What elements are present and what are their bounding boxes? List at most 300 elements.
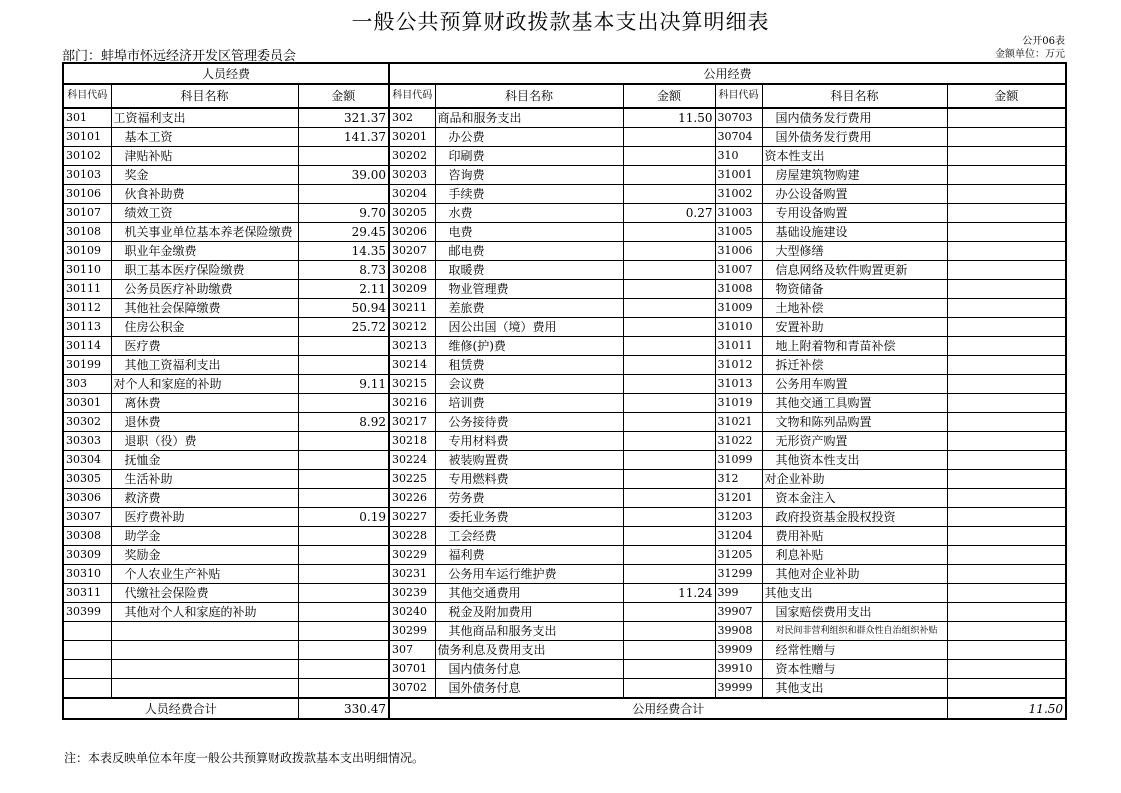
amount bbox=[947, 527, 1066, 546]
subject-name: 会议费 bbox=[435, 375, 623, 394]
section-header-row bbox=[63, 63, 1066, 84]
table-row bbox=[63, 318, 1066, 337]
amount: 50.94 bbox=[298, 299, 389, 318]
subject-code: 30203 bbox=[389, 166, 435, 185]
subject-name: 文物和陈列品购置 bbox=[762, 413, 947, 432]
subject-name: 救济费 bbox=[111, 489, 298, 508]
amount bbox=[947, 128, 1066, 147]
subject-code bbox=[63, 679, 111, 699]
table-row bbox=[63, 660, 1066, 679]
amount bbox=[298, 584, 389, 603]
amount bbox=[298, 470, 389, 489]
amount bbox=[947, 413, 1066, 432]
amount bbox=[947, 603, 1066, 622]
subject-code: 31021 bbox=[715, 413, 762, 432]
subject-code: 30304 bbox=[63, 451, 111, 470]
subject-code: 39999 bbox=[715, 679, 762, 699]
subject-name: 资本金注入 bbox=[762, 489, 947, 508]
personnel-total-amount: 330.47 bbox=[298, 698, 389, 719]
subject-code: 31203 bbox=[715, 508, 762, 527]
subject-name: 公务用车运行维护费 bbox=[435, 565, 623, 584]
amount bbox=[298, 147, 389, 166]
table-row bbox=[63, 432, 1066, 451]
amount bbox=[623, 375, 715, 394]
subject-code: 30704 bbox=[715, 128, 762, 147]
header-amount-3: 金额 bbox=[947, 84, 1066, 108]
subject-name: 债务利息及费用支出 bbox=[435, 641, 623, 660]
subject-name: 职业年金缴费 bbox=[111, 242, 298, 261]
subject-code: 30199 bbox=[63, 356, 111, 375]
subject-name: 信息网络及软件购置更新 bbox=[762, 261, 947, 280]
amount bbox=[947, 318, 1066, 337]
amount bbox=[623, 147, 715, 166]
amount bbox=[947, 451, 1066, 470]
subject-name: 办公设备购置 bbox=[762, 185, 947, 204]
subject-name: 公务用车购置 bbox=[762, 375, 947, 394]
subject-name: 基础设施建设 bbox=[762, 223, 947, 242]
amount bbox=[298, 527, 389, 546]
subject-name: 专用材料费 bbox=[435, 432, 623, 451]
subject-code: 30309 bbox=[63, 546, 111, 565]
subject-code: 31099 bbox=[715, 451, 762, 470]
table-row bbox=[63, 108, 1066, 128]
amount bbox=[623, 394, 715, 413]
subject-code: 31204 bbox=[715, 527, 762, 546]
subject-code: 30306 bbox=[63, 489, 111, 508]
amount bbox=[298, 660, 389, 679]
subject-name: 无形资产购置 bbox=[762, 432, 947, 451]
subject-name: 其他交通费用 bbox=[435, 584, 623, 603]
subject-code: 31006 bbox=[715, 242, 762, 261]
subject-name: 机关事业单位基本养老保险缴费 bbox=[111, 223, 298, 242]
subject-code: 30207 bbox=[389, 242, 435, 261]
subject-name bbox=[111, 679, 298, 699]
amount bbox=[623, 280, 715, 299]
subject-code: 30208 bbox=[389, 261, 435, 280]
subject-code: 31299 bbox=[715, 565, 762, 584]
subject-name: 工会经费 bbox=[435, 527, 623, 546]
subject-code: 31201 bbox=[715, 489, 762, 508]
subject-name: 伙食补助费 bbox=[111, 185, 298, 204]
subject-code: 30111 bbox=[63, 280, 111, 299]
table-row bbox=[63, 527, 1066, 546]
subject-name: 劳务费 bbox=[435, 489, 623, 508]
subject-name: 商品和服务支出 bbox=[435, 108, 623, 128]
amount: 9.70 bbox=[298, 204, 389, 223]
table-row bbox=[63, 489, 1066, 508]
amount bbox=[947, 660, 1066, 679]
subject-name: 国外债务发行费用 bbox=[762, 128, 947, 147]
amount bbox=[623, 527, 715, 546]
subject-code: 30202 bbox=[389, 147, 435, 166]
amount bbox=[298, 565, 389, 584]
subject-code: 31005 bbox=[715, 223, 762, 242]
amount bbox=[623, 565, 715, 584]
amount bbox=[947, 242, 1066, 261]
section-public: 公用经费 bbox=[389, 63, 1066, 84]
subject-code: 31001 bbox=[715, 166, 762, 185]
subject-code: 30106 bbox=[63, 185, 111, 204]
subject-name: 其他资本性支出 bbox=[762, 451, 947, 470]
amount bbox=[947, 470, 1066, 489]
amount-unit: 金额单位：万元 bbox=[995, 49, 1065, 60]
subject-name: 奖励金 bbox=[111, 546, 298, 565]
header-amount-1: 金额 bbox=[298, 84, 389, 108]
subject-code: 30703 bbox=[715, 108, 762, 128]
report-title: 一般公共预算财政拨款基本支出决算明细表 bbox=[351, 10, 770, 34]
amount bbox=[623, 451, 715, 470]
subject-name: 经常性赠与 bbox=[762, 641, 947, 660]
subject-code: 30201 bbox=[389, 128, 435, 147]
subject-name: 退休费 bbox=[111, 413, 298, 432]
subject-code: 30103 bbox=[63, 166, 111, 185]
expenditure-detail-table bbox=[62, 62, 1067, 720]
subject-code: 303 bbox=[63, 375, 111, 394]
header-code-1: 科目代码 bbox=[63, 84, 111, 108]
subject-name: 税金及附加费用 bbox=[435, 603, 623, 622]
amount bbox=[298, 641, 389, 660]
subject-name: 利息补贴 bbox=[762, 546, 947, 565]
subject-name: 地上附着物和青苗补偿 bbox=[762, 337, 947, 356]
subject-code: 30114 bbox=[63, 337, 111, 356]
subject-code: 39908 bbox=[715, 622, 762, 641]
subject-code: 30303 bbox=[63, 432, 111, 451]
subject-code: 30215 bbox=[389, 375, 435, 394]
table-row bbox=[63, 280, 1066, 299]
subject-name: 租赁费 bbox=[435, 356, 623, 375]
table-row bbox=[63, 223, 1066, 242]
table-row bbox=[63, 394, 1066, 413]
amount bbox=[298, 451, 389, 470]
subject-name: 专用燃料费 bbox=[435, 470, 623, 489]
subject-code: 30702 bbox=[389, 679, 435, 699]
subject-name: 对企业补助 bbox=[762, 470, 947, 489]
amount bbox=[947, 489, 1066, 508]
subject-code: 31205 bbox=[715, 546, 762, 565]
subject-name: 基本工资 bbox=[111, 128, 298, 147]
table-row bbox=[63, 584, 1066, 603]
subject-name: 委托业务费 bbox=[435, 508, 623, 527]
subject-code: 30209 bbox=[389, 280, 435, 299]
amount bbox=[623, 337, 715, 356]
subject-name: 医疗费补助 bbox=[111, 508, 298, 527]
subject-code: 30302 bbox=[63, 413, 111, 432]
amount bbox=[623, 660, 715, 679]
subject-name: 对个人和家庭的补助 bbox=[111, 375, 298, 394]
amount bbox=[623, 166, 715, 185]
table-row bbox=[63, 546, 1066, 565]
subject-name: 助学金 bbox=[111, 527, 298, 546]
subject-name: 其他对企业补助 bbox=[762, 565, 947, 584]
amount: 39.00 bbox=[298, 166, 389, 185]
amount bbox=[298, 546, 389, 565]
amount: 8.92 bbox=[298, 413, 389, 432]
table-row bbox=[63, 242, 1066, 261]
subject-name: 代缴社会保险费 bbox=[111, 584, 298, 603]
subject-name: 工资福利支出 bbox=[111, 108, 298, 128]
table-row bbox=[63, 147, 1066, 166]
subject-name: 物资储备 bbox=[762, 280, 947, 299]
amount bbox=[947, 261, 1066, 280]
subject-name: 拆迁补偿 bbox=[762, 356, 947, 375]
subject-name: 资本性支出 bbox=[762, 147, 947, 166]
subject-code bbox=[63, 622, 111, 641]
amount bbox=[623, 603, 715, 622]
subject-code: 39910 bbox=[715, 660, 762, 679]
header-name-2: 科目名称 bbox=[435, 84, 623, 108]
table-row bbox=[63, 261, 1066, 280]
subject-code: 30311 bbox=[63, 584, 111, 603]
totals-row bbox=[63, 698, 1066, 719]
amount bbox=[947, 508, 1066, 527]
subject-name: 手续费 bbox=[435, 185, 623, 204]
amount bbox=[947, 337, 1066, 356]
amount bbox=[947, 204, 1066, 223]
amount bbox=[623, 413, 715, 432]
amount: 11.50 bbox=[623, 108, 715, 128]
department-label: 部门：蚌埠市怀远经济开发区管理委员会 bbox=[62, 49, 297, 64]
subject-name: 福利费 bbox=[435, 546, 623, 565]
subject-name: 安置补助 bbox=[762, 318, 947, 337]
amount bbox=[298, 432, 389, 451]
subject-code: 30240 bbox=[389, 603, 435, 622]
amount bbox=[947, 356, 1066, 375]
amount bbox=[947, 432, 1066, 451]
subject-name: 差旅费 bbox=[435, 299, 623, 318]
subject-code: 30214 bbox=[389, 356, 435, 375]
amount bbox=[947, 223, 1066, 242]
table-row bbox=[63, 128, 1066, 147]
amount: 29.45 bbox=[298, 223, 389, 242]
header-amount-2: 金额 bbox=[623, 84, 715, 108]
subject-name: 职工基本医疗保险缴费 bbox=[111, 261, 298, 280]
header-name-3: 科目名称 bbox=[762, 84, 947, 108]
subject-code: 30211 bbox=[389, 299, 435, 318]
subject-code: 399 bbox=[715, 584, 762, 603]
amount: 8.73 bbox=[298, 261, 389, 280]
amount: 2.11 bbox=[298, 280, 389, 299]
section-personnel: 人员经费 bbox=[63, 63, 389, 84]
table-row bbox=[63, 641, 1066, 660]
public-total-label: 公用经费合计 bbox=[389, 698, 947, 719]
subject-code: 30308 bbox=[63, 527, 111, 546]
amount bbox=[623, 508, 715, 527]
subject-code: 31010 bbox=[715, 318, 762, 337]
subject-name: 国内债务付息 bbox=[435, 660, 623, 679]
subject-name: 国外债务付息 bbox=[435, 679, 623, 699]
amount bbox=[947, 565, 1066, 584]
amount: 141.37 bbox=[298, 128, 389, 147]
amount bbox=[623, 489, 715, 508]
subject-name: 取暖费 bbox=[435, 261, 623, 280]
subject-name: 其他对个人和家庭的补助 bbox=[111, 603, 298, 622]
table-row bbox=[63, 413, 1066, 432]
subject-name: 个人农业生产补贴 bbox=[111, 565, 298, 584]
personnel-total-label: 人员经费合计 bbox=[63, 698, 298, 719]
subject-code: 31002 bbox=[715, 185, 762, 204]
subject-name: 维修(护)费 bbox=[435, 337, 623, 356]
subject-name: 办公费 bbox=[435, 128, 623, 147]
header-name-1: 科目名称 bbox=[111, 84, 298, 108]
amount bbox=[623, 242, 715, 261]
amount bbox=[947, 280, 1066, 299]
amount bbox=[947, 584, 1066, 603]
subject-code: 30701 bbox=[389, 660, 435, 679]
table-row bbox=[63, 451, 1066, 470]
subject-code: 30107 bbox=[63, 204, 111, 223]
subject-code: 30310 bbox=[63, 565, 111, 584]
subject-code: 30218 bbox=[389, 432, 435, 451]
amount bbox=[298, 679, 389, 699]
table-row bbox=[63, 508, 1066, 527]
subject-code: 30299 bbox=[389, 622, 435, 641]
table-row bbox=[63, 337, 1066, 356]
subject-name: 被装购置费 bbox=[435, 451, 623, 470]
subject-name: 电费 bbox=[435, 223, 623, 242]
subject-name: 大型修缮 bbox=[762, 242, 947, 261]
subject-name: 费用补贴 bbox=[762, 527, 947, 546]
subject-name: 国内债务发行费用 bbox=[762, 108, 947, 128]
subject-name: 国家赔偿费用支出 bbox=[762, 603, 947, 622]
amount bbox=[947, 299, 1066, 318]
amount bbox=[623, 679, 715, 699]
subject-name: 其他支出 bbox=[762, 679, 947, 699]
table-row bbox=[63, 185, 1066, 204]
table-row bbox=[63, 204, 1066, 223]
subject-name: 住房公积金 bbox=[111, 318, 298, 337]
amount bbox=[947, 546, 1066, 565]
subject-code: 30307 bbox=[63, 508, 111, 527]
amount bbox=[623, 299, 715, 318]
subject-code: 31003 bbox=[715, 204, 762, 223]
amount bbox=[298, 356, 389, 375]
column-header-row bbox=[63, 84, 1066, 108]
subject-code: 30108 bbox=[63, 223, 111, 242]
subject-name: 专用设备购置 bbox=[762, 204, 947, 223]
subject-name: 津贴补贴 bbox=[111, 147, 298, 166]
subject-code: 31009 bbox=[715, 299, 762, 318]
table-row bbox=[63, 603, 1066, 622]
amount bbox=[623, 261, 715, 280]
subject-code: 30228 bbox=[389, 527, 435, 546]
subject-code: 30206 bbox=[389, 223, 435, 242]
amount bbox=[298, 622, 389, 641]
subject-code bbox=[63, 660, 111, 679]
subject-code: 307 bbox=[389, 641, 435, 660]
subject-name: 奖金 bbox=[111, 166, 298, 185]
table-row bbox=[63, 565, 1066, 584]
subject-code: 30112 bbox=[63, 299, 111, 318]
subject-name bbox=[111, 641, 298, 660]
header-code-3: 科目代码 bbox=[715, 84, 762, 108]
subject-name: 咨询费 bbox=[435, 166, 623, 185]
subject-name: 政府投资基金股权投资 bbox=[762, 508, 947, 527]
subject-name: 其他支出 bbox=[762, 584, 947, 603]
subject-name: 公务接待费 bbox=[435, 413, 623, 432]
amount bbox=[623, 432, 715, 451]
amount: 0.19 bbox=[298, 508, 389, 527]
subject-code: 31011 bbox=[715, 337, 762, 356]
amount bbox=[947, 108, 1066, 128]
amount bbox=[947, 166, 1066, 185]
table-row bbox=[63, 470, 1066, 489]
amount bbox=[623, 622, 715, 641]
subject-name: 生活补助 bbox=[111, 470, 298, 489]
subject-code: 30212 bbox=[389, 318, 435, 337]
subject-code: 30301 bbox=[63, 394, 111, 413]
form-number: 公开06表 bbox=[1022, 36, 1065, 47]
subject-code: 30225 bbox=[389, 470, 435, 489]
amount bbox=[623, 546, 715, 565]
subject-code: 30109 bbox=[63, 242, 111, 261]
amount bbox=[947, 394, 1066, 413]
subject-code: 31007 bbox=[715, 261, 762, 280]
subject-code: 31008 bbox=[715, 280, 762, 299]
amount bbox=[623, 185, 715, 204]
subject-name: 其他商品和服务支出 bbox=[435, 622, 623, 641]
subject-name: 抚恤金 bbox=[111, 451, 298, 470]
subject-name: 绩效工资 bbox=[111, 204, 298, 223]
subject-name: 物业管理费 bbox=[435, 280, 623, 299]
subject-name: 水费 bbox=[435, 204, 623, 223]
subject-name: 离休费 bbox=[111, 394, 298, 413]
amount bbox=[947, 679, 1066, 699]
subject-code: 31019 bbox=[715, 394, 762, 413]
subject-name bbox=[111, 622, 298, 641]
subject-code: 30305 bbox=[63, 470, 111, 489]
subject-code: 310 bbox=[715, 147, 762, 166]
table-row bbox=[63, 375, 1066, 394]
amount: 11.24 bbox=[623, 584, 715, 603]
subject-name: 邮电费 bbox=[435, 242, 623, 261]
amount bbox=[947, 375, 1066, 394]
amount bbox=[298, 603, 389, 622]
subject-name: 退职（役）费 bbox=[111, 432, 298, 451]
table-row bbox=[63, 622, 1066, 641]
amount bbox=[623, 356, 715, 375]
amount bbox=[947, 622, 1066, 641]
subject-code: 30101 bbox=[63, 128, 111, 147]
amount bbox=[623, 223, 715, 242]
subject-name: 印刷费 bbox=[435, 147, 623, 166]
subject-code: 31012 bbox=[715, 356, 762, 375]
table-row bbox=[63, 166, 1066, 185]
amount bbox=[298, 394, 389, 413]
subject-name: 因公出国（境）费用 bbox=[435, 318, 623, 337]
subject-name: 医疗费 bbox=[111, 337, 298, 356]
subject-code: 31022 bbox=[715, 432, 762, 451]
amount: 25.72 bbox=[298, 318, 389, 337]
subject-code: 30204 bbox=[389, 185, 435, 204]
table-row bbox=[63, 299, 1066, 318]
subject-code: 30110 bbox=[63, 261, 111, 280]
amount bbox=[947, 185, 1066, 204]
subject-name: 其他工资福利支出 bbox=[111, 356, 298, 375]
public-total-amount: 11.50 bbox=[947, 698, 1066, 719]
subject-name: 培训费 bbox=[435, 394, 623, 413]
header-code-2: 科目代码 bbox=[389, 84, 435, 108]
subject-code: 301 bbox=[63, 108, 111, 128]
subject-code: 30224 bbox=[389, 451, 435, 470]
subject-code: 30239 bbox=[389, 584, 435, 603]
amount bbox=[623, 470, 715, 489]
amount: 0.27 bbox=[623, 204, 715, 223]
subject-code: 30227 bbox=[389, 508, 435, 527]
amount: 14.35 bbox=[298, 242, 389, 261]
table-row bbox=[63, 356, 1066, 375]
amount bbox=[947, 641, 1066, 660]
subject-name: 土地补偿 bbox=[762, 299, 947, 318]
